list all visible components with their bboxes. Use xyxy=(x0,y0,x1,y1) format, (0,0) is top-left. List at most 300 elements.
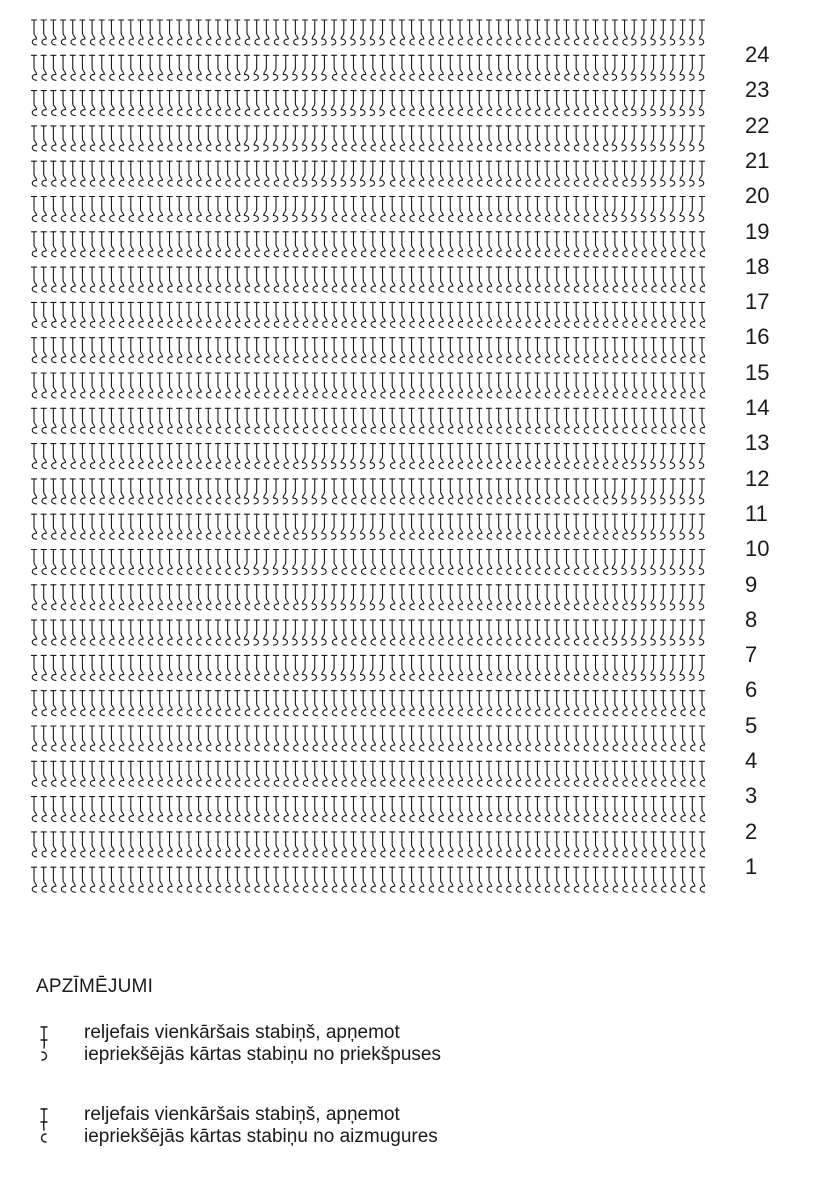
relief-dc-back-stitch xyxy=(148,585,153,610)
relief-dc-back-stitch xyxy=(545,302,550,327)
relief-dc-back-stitch xyxy=(438,726,443,751)
relief-dc-front-stitch xyxy=(690,197,695,222)
relief-dc-back-stitch xyxy=(119,91,124,116)
relief-dc-back-stitch xyxy=(574,550,579,575)
relief-dc-back-stitch xyxy=(651,832,656,857)
relief-dc-back-stitch xyxy=(641,302,646,327)
relief-dc-back-stitch xyxy=(99,232,104,257)
relief-dc-back-stitch xyxy=(341,761,346,786)
row-number: 12 xyxy=(745,465,770,491)
relief-dc-back-stitch xyxy=(506,479,511,504)
relief-dc-front-stitch xyxy=(322,161,327,186)
relief-dc-back-stitch xyxy=(235,726,240,751)
relief-dc-back-stitch xyxy=(167,338,172,363)
relief-dc-back-stitch xyxy=(641,761,646,786)
relief-dc-back-stitch xyxy=(486,444,491,469)
relief-dc-back-stitch xyxy=(51,20,56,45)
relief-dc-back-stitch xyxy=(409,408,414,433)
relief-dc-back-stitch xyxy=(564,302,569,327)
relief-dc-back-stitch xyxy=(496,655,501,680)
relief-dc-back-stitch xyxy=(128,550,133,575)
relief-dc-back-stitch xyxy=(119,232,124,257)
relief-dc-back-stitch xyxy=(438,867,443,892)
relief-dc-back-stitch xyxy=(322,373,327,398)
relief-dc-back-stitch xyxy=(235,585,240,610)
relief-dc-back-stitch xyxy=(699,832,704,857)
relief-dc-back-stitch xyxy=(138,797,143,822)
relief-dc-back-stitch xyxy=(535,585,540,610)
relief-dc-back-stitch xyxy=(457,655,462,680)
relief-dc-back-stitch xyxy=(438,761,443,786)
relief-dc-back-stitch xyxy=(196,55,201,80)
relief-dc-back-icon xyxy=(36,1104,66,1152)
relief-dc-back-stitch xyxy=(525,550,530,575)
relief-dc-back-stitch xyxy=(457,514,462,539)
relief-dc-front-stitch xyxy=(312,550,317,575)
relief-dc-back-stitch xyxy=(283,267,288,292)
relief-dc-back-stitch xyxy=(283,655,288,680)
relief-dc-back-stitch xyxy=(99,267,104,292)
relief-dc-back-stitch xyxy=(186,585,191,610)
relief-dc-back-stitch xyxy=(186,550,191,575)
relief-dc-back-stitch xyxy=(60,338,65,363)
relief-dc-back-stitch xyxy=(80,479,85,504)
relief-dc-back-stitch xyxy=(525,20,530,45)
relief-dc-back-stitch xyxy=(574,620,579,645)
relief-dc-back-stitch xyxy=(351,55,356,80)
relief-dc-back-stitch xyxy=(60,20,65,45)
relief-dc-back-stitch xyxy=(312,267,317,292)
relief-dc-back-stitch xyxy=(486,408,491,433)
relief-dc-front-stitch xyxy=(341,20,346,45)
relief-dc-back-stitch xyxy=(603,726,608,751)
relief-dc-back-stitch xyxy=(235,267,240,292)
relief-dc-back-stitch xyxy=(399,267,404,292)
relief-dc-back-stitch xyxy=(390,550,395,575)
relief-dc-back-stitch xyxy=(515,232,520,257)
relief-dc-front-stitch xyxy=(632,655,637,680)
relief-dc-front-stitch xyxy=(690,444,695,469)
relief-dc-back-stitch xyxy=(496,91,501,116)
relief-dc-front-stitch xyxy=(273,620,278,645)
relief-dc-back-stitch xyxy=(515,373,520,398)
relief-dc-front-stitch xyxy=(651,197,656,222)
relief-dc-back-stitch xyxy=(41,585,46,610)
relief-dc-back-stitch xyxy=(196,797,201,822)
relief-dc-back-stitch xyxy=(254,302,259,327)
relief-dc-back-stitch xyxy=(477,373,482,398)
relief-dc-back-stitch xyxy=(612,691,617,716)
relief-dc-back-stitch xyxy=(31,408,36,433)
relief-dc-back-stitch xyxy=(80,514,85,539)
relief-dc-back-stitch xyxy=(370,479,375,504)
relief-dc-front-stitch xyxy=(370,444,375,469)
relief-dc-back-stitch xyxy=(361,232,366,257)
relief-dc-back-stitch xyxy=(293,373,298,398)
relief-dc-back-stitch xyxy=(138,726,143,751)
relief-dc-back-stitch xyxy=(419,91,424,116)
relief-dc-back-stitch xyxy=(138,444,143,469)
relief-dc-back-stitch xyxy=(264,267,269,292)
relief-dc-back-stitch xyxy=(283,444,288,469)
relief-dc-back-stitch xyxy=(70,373,75,398)
relief-dc-front-stitch xyxy=(622,550,627,575)
relief-dc-front-stitch xyxy=(612,126,617,151)
relief-dc-back-stitch xyxy=(554,161,559,186)
relief-dc-back-stitch xyxy=(215,691,220,716)
relief-dc-back-stitch xyxy=(632,797,637,822)
relief-dc-back-stitch xyxy=(60,514,65,539)
relief-dc-front-stitch xyxy=(351,585,356,610)
relief-dc-back-stitch xyxy=(215,655,220,680)
relief-dc-back-stitch xyxy=(235,20,240,45)
relief-dc-back-stitch xyxy=(148,514,153,539)
relief-dc-back-stitch xyxy=(496,620,501,645)
relief-dc-back-stitch xyxy=(390,197,395,222)
relief-dc-back-stitch xyxy=(109,126,114,151)
relief-dc-back-stitch xyxy=(486,20,491,45)
relief-dc-front-stitch xyxy=(341,444,346,469)
relief-dc-back-stitch xyxy=(467,797,472,822)
row-number: 14 xyxy=(745,395,770,420)
relief-dc-back-stitch xyxy=(119,55,124,80)
relief-dc-front-stitch xyxy=(670,20,675,45)
relief-dc-back-stitch xyxy=(574,161,579,186)
relief-dc-back-stitch xyxy=(99,867,104,892)
relief-dc-back-stitch xyxy=(244,726,249,751)
relief-dc-back-stitch xyxy=(332,867,337,892)
relief-dc-back-stitch xyxy=(574,867,579,892)
relief-dc-front-stitch xyxy=(322,479,327,504)
relief-dc-back-stitch xyxy=(322,302,327,327)
relief-dc-back-stitch xyxy=(177,797,182,822)
relief-dc-back-stitch xyxy=(545,126,550,151)
relief-dc-back-stitch xyxy=(699,408,704,433)
relief-dc-back-stitch xyxy=(496,867,501,892)
relief-dc-back-stitch xyxy=(138,550,143,575)
relief-dc-back-stitch xyxy=(148,338,153,363)
relief-dc-back-stitch xyxy=(167,126,172,151)
relief-dc-back-stitch xyxy=(448,232,453,257)
relief-dc-back-stitch xyxy=(31,373,36,398)
relief-dc-back-stitch xyxy=(467,408,472,433)
relief-dc-back-stitch xyxy=(690,373,695,398)
relief-dc-back-stitch xyxy=(603,585,608,610)
relief-dc-back-stitch xyxy=(428,126,433,151)
relief-dc-back-stitch xyxy=(186,797,191,822)
relief-dc-back-stitch xyxy=(148,867,153,892)
relief-dc-back-stitch xyxy=(244,867,249,892)
relief-dc-back-stitch xyxy=(545,585,550,610)
relief-dc-back-stitch xyxy=(186,620,191,645)
relief-dc-back-stitch xyxy=(603,479,608,504)
relief-dc-front-stitch xyxy=(312,126,317,151)
relief-dc-back-stitch xyxy=(89,161,94,186)
relief-dc-front-stitch xyxy=(680,514,685,539)
relief-dc-back-stitch xyxy=(312,726,317,751)
relief-dc-back-stitch xyxy=(215,867,220,892)
relief-dc-back-stitch xyxy=(554,479,559,504)
relief-dc-back-stitch xyxy=(515,585,520,610)
relief-dc-back-stitch xyxy=(157,20,162,45)
relief-dc-back-stitch xyxy=(419,302,424,327)
relief-dc-back-stitch xyxy=(351,550,356,575)
relief-dc-front-stitch xyxy=(690,514,695,539)
relief-dc-back-stitch xyxy=(593,55,598,80)
relief-dc-front-stitch xyxy=(661,444,666,469)
relief-dc-back-stitch xyxy=(361,126,366,151)
relief-dc-back-stitch xyxy=(51,161,56,186)
relief-dc-front-stitch xyxy=(370,20,375,45)
relief-dc-back-stitch xyxy=(622,691,627,716)
relief-dc-back-stitch xyxy=(206,232,211,257)
relief-dc-back-stitch xyxy=(148,20,153,45)
relief-dc-back-stitch xyxy=(525,338,530,363)
relief-dc-back-stitch xyxy=(583,691,588,716)
relief-dc-back-stitch xyxy=(70,444,75,469)
relief-dc-back-stitch xyxy=(148,655,153,680)
relief-dc-back-stitch xyxy=(206,585,211,610)
relief-dc-back-stitch xyxy=(351,373,356,398)
relief-dc-back-stitch xyxy=(51,585,56,610)
relief-dc-back-stitch xyxy=(690,408,695,433)
relief-dc-back-stitch xyxy=(390,479,395,504)
relief-dc-back-stitch xyxy=(574,832,579,857)
relief-dc-back-stitch xyxy=(593,655,598,680)
relief-dc-back-stitch xyxy=(148,408,153,433)
chart-row xyxy=(31,655,704,680)
row-number: 24 xyxy=(745,42,770,67)
relief-dc-front-stitch xyxy=(670,655,675,680)
relief-dc-back-stitch xyxy=(244,232,249,257)
relief-dc-back-stitch xyxy=(457,867,462,892)
relief-dc-back-stitch xyxy=(332,761,337,786)
relief-dc-back-stitch xyxy=(99,479,104,504)
relief-dc-back-stitch xyxy=(390,126,395,151)
chart-row xyxy=(31,232,704,257)
relief-dc-back-stitch xyxy=(670,761,675,786)
relief-dc-back-stitch xyxy=(60,479,65,504)
relief-dc-back-stitch xyxy=(215,761,220,786)
relief-dc-back-stitch xyxy=(312,832,317,857)
relief-dc-back-stitch xyxy=(244,302,249,327)
relief-dc-back-stitch xyxy=(409,832,414,857)
relief-dc-front-stitch xyxy=(302,514,307,539)
relief-dc-back-stitch xyxy=(477,197,482,222)
relief-dc-front-stitch xyxy=(332,91,337,116)
relief-dc-front-stitch xyxy=(273,126,278,151)
relief-dc-front-stitch xyxy=(370,91,375,116)
relief-dc-back-stitch xyxy=(574,797,579,822)
relief-dc-back-stitch xyxy=(399,691,404,716)
relief-dc-back-stitch xyxy=(41,302,46,327)
relief-dc-back-stitch xyxy=(583,514,588,539)
relief-dc-back-stitch xyxy=(196,585,201,610)
relief-dc-back-stitch xyxy=(177,585,182,610)
relief-dc-back-stitch xyxy=(457,91,462,116)
relief-dc-back-stitch xyxy=(177,267,182,292)
relief-dc-back-stitch xyxy=(477,585,482,610)
relief-dc-back-stitch xyxy=(457,444,462,469)
relief-dc-back-stitch xyxy=(535,20,540,45)
relief-dc-front-stitch xyxy=(273,550,278,575)
relief-dc-back-stitch xyxy=(564,408,569,433)
relief-dc-back-stitch xyxy=(41,832,46,857)
relief-dc-back-stitch xyxy=(41,620,46,645)
relief-dc-back-stitch xyxy=(535,338,540,363)
relief-dc-back-stitch xyxy=(545,20,550,45)
relief-dc-back-stitch xyxy=(148,550,153,575)
relief-dc-back-stitch xyxy=(215,408,220,433)
relief-dc-back-stitch xyxy=(457,338,462,363)
relief-dc-back-stitch xyxy=(515,126,520,151)
relief-dc-back-stitch xyxy=(448,867,453,892)
relief-dc-back-stitch xyxy=(293,338,298,363)
relief-dc-front-stitch xyxy=(361,655,366,680)
relief-dc-back-stitch xyxy=(148,267,153,292)
relief-dc-back-stitch xyxy=(632,832,637,857)
relief-dc-back-stitch xyxy=(545,550,550,575)
chart-row xyxy=(31,126,704,151)
relief-dc-back-stitch xyxy=(632,726,637,751)
relief-dc-front-stitch xyxy=(661,91,666,116)
relief-dc-back-stitch xyxy=(177,197,182,222)
relief-dc-back-stitch xyxy=(545,620,550,645)
relief-dc-back-stitch xyxy=(70,161,75,186)
relief-dc-back-stitch xyxy=(477,761,482,786)
relief-dc-back-stitch xyxy=(119,338,124,363)
chart-row xyxy=(31,373,704,398)
relief-dc-back-stitch xyxy=(41,444,46,469)
relief-dc-back-stitch xyxy=(283,691,288,716)
relief-dc-back-stitch xyxy=(177,550,182,575)
relief-dc-back-stitch xyxy=(661,232,666,257)
relief-dc-back-stitch xyxy=(545,479,550,504)
relief-dc-back-stitch xyxy=(690,797,695,822)
relief-dc-front-stitch xyxy=(370,655,375,680)
relief-dc-back-stitch xyxy=(467,267,472,292)
relief-dc-front-stitch xyxy=(341,91,346,116)
relief-dc-back-stitch xyxy=(254,444,259,469)
relief-dc-back-stitch xyxy=(31,338,36,363)
relief-dc-back-stitch xyxy=(515,91,520,116)
relief-dc-front-stitch xyxy=(632,585,637,610)
relief-dc-back-stitch xyxy=(574,444,579,469)
relief-dc-back-stitch xyxy=(477,444,482,469)
relief-dc-back-stitch xyxy=(448,20,453,45)
relief-dc-back-stitch xyxy=(399,126,404,151)
relief-dc-back-stitch xyxy=(496,514,501,539)
relief-dc-back-stitch xyxy=(457,197,462,222)
relief-dc-back-stitch xyxy=(31,267,36,292)
relief-dc-back-stitch xyxy=(186,91,191,116)
relief-dc-back-stitch xyxy=(467,550,472,575)
relief-dc-back-stitch xyxy=(467,161,472,186)
relief-dc-back-stitch xyxy=(670,373,675,398)
relief-dc-back-stitch xyxy=(564,444,569,469)
relief-dc-back-stitch xyxy=(283,726,288,751)
relief-dc-back-stitch xyxy=(399,550,404,575)
relief-dc-back-stitch xyxy=(138,302,143,327)
relief-dc-back-stitch xyxy=(535,867,540,892)
relief-dc-back-stitch xyxy=(651,691,656,716)
relief-dc-back-stitch xyxy=(235,479,240,504)
relief-dc-back-stitch xyxy=(651,726,656,751)
relief-dc-back-stitch xyxy=(283,373,288,398)
relief-dc-back-stitch xyxy=(525,867,530,892)
relief-dc-back-stitch xyxy=(428,832,433,857)
relief-dc-back-stitch xyxy=(612,514,617,539)
relief-dc-back-stitch xyxy=(419,479,424,504)
relief-dc-back-stitch xyxy=(215,620,220,645)
relief-dc-back-stitch xyxy=(225,338,230,363)
relief-dc-back-stitch xyxy=(31,867,36,892)
relief-dc-back-stitch xyxy=(31,444,36,469)
relief-dc-front-stitch xyxy=(641,655,646,680)
relief-dc-back-stitch xyxy=(496,161,501,186)
relief-dc-back-stitch xyxy=(293,797,298,822)
relief-dc-back-stitch xyxy=(622,655,627,680)
relief-dc-back-stitch xyxy=(390,444,395,469)
legend-line: reljefais vienkāršais stabiņš, apņemot xyxy=(84,1022,400,1043)
relief-dc-back-stitch xyxy=(506,444,511,469)
relief-dc-back-stitch xyxy=(41,338,46,363)
relief-dc-back-stitch xyxy=(603,302,608,327)
relief-dc-back-stitch xyxy=(574,338,579,363)
relief-dc-back-stitch xyxy=(89,373,94,398)
relief-dc-back-stitch xyxy=(438,20,443,45)
relief-dc-back-stitch xyxy=(390,514,395,539)
relief-dc-back-stitch xyxy=(409,55,414,80)
relief-dc-back-stitch xyxy=(641,797,646,822)
relief-dc-front-stitch xyxy=(351,91,356,116)
relief-dc-back-stitch xyxy=(622,161,627,186)
relief-dc-back-stitch xyxy=(206,867,211,892)
relief-dc-back-stitch xyxy=(177,91,182,116)
relief-dc-back-stitch xyxy=(138,267,143,292)
relief-dc-back-stitch xyxy=(496,20,501,45)
relief-dc-back-stitch xyxy=(670,338,675,363)
relief-dc-back-stitch xyxy=(477,550,482,575)
relief-dc-back-stitch xyxy=(341,408,346,433)
relief-dc-back-stitch xyxy=(448,55,453,80)
relief-dc-back-stitch xyxy=(128,126,133,151)
legend-title: APZĪMĒJUMI xyxy=(36,976,154,997)
relief-dc-back-stitch xyxy=(622,267,627,292)
relief-dc-back-stitch xyxy=(361,867,366,892)
relief-dc-back-stitch xyxy=(409,232,414,257)
relief-dc-back-stitch xyxy=(419,691,424,716)
relief-dc-back-stitch xyxy=(177,832,182,857)
relief-dc-back-stitch xyxy=(545,197,550,222)
relief-dc-back-stitch xyxy=(467,479,472,504)
relief-dc-back-stitch xyxy=(89,232,94,257)
relief-dc-back-stitch xyxy=(632,338,637,363)
relief-dc-back-stitch xyxy=(157,408,162,433)
relief-dc-front-stitch xyxy=(699,620,704,645)
relief-dc-back-stitch xyxy=(167,232,172,257)
relief-dc-back-stitch xyxy=(177,620,182,645)
relief-dc-back-stitch xyxy=(273,302,278,327)
relief-dc-back-stitch xyxy=(593,514,598,539)
relief-dc-back-stitch xyxy=(380,691,385,716)
relief-dc-back-stitch xyxy=(632,232,637,257)
relief-dc-back-stitch xyxy=(157,161,162,186)
chart-row xyxy=(31,726,704,751)
relief-dc-back-stitch xyxy=(515,444,520,469)
row-number: 8 xyxy=(745,606,758,632)
relief-dc-front-stitch xyxy=(332,585,337,610)
